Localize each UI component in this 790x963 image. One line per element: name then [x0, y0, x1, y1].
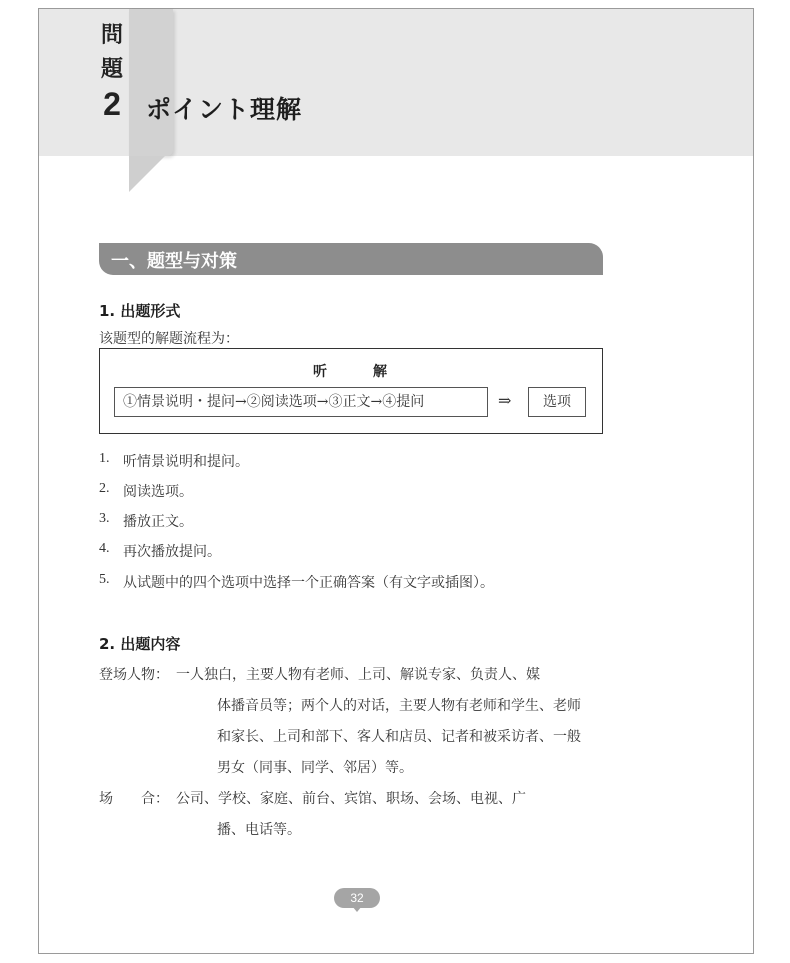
tab-fold-corner — [129, 156, 165, 192]
list-item-num: 1. — [99, 451, 110, 466]
part1-intro: 该题型的解题流程为： — [99, 331, 239, 347]
list-item-text: 再次播放提问。 — [123, 544, 221, 560]
list-item-text: 听情景说明和提问。 — [123, 454, 249, 470]
flow-arrow: ⇒ — [498, 391, 512, 410]
characters-line: 男女（同事、同学、邻居）等。 — [217, 760, 413, 776]
part2-heading: 2. 出题内容 — [99, 635, 181, 653]
places-line: 播、电话等。 — [217, 822, 301, 838]
list-item-num: 3. — [99, 511, 110, 526]
mondai-char-1: 問 — [100, 23, 123, 48]
list-item-text: 阅读选项。 — [123, 484, 193, 500]
flow-title-char-2: 解 — [373, 364, 389, 380]
flow-steps: ①情景说明・提问→②阅读选项→③正文→④提问 — [114, 387, 488, 417]
list-item-num: 5. — [99, 572, 110, 587]
page-number-badge: 32 — [334, 888, 380, 908]
characters-line: 和家长、上司和部下、客人和店员、记者和被采访者、一般 — [217, 729, 581, 745]
section-title-bar — [99, 243, 603, 275]
list-item-text: 播放正文。 — [123, 514, 193, 530]
places-line: 公司、学校、家庭、前台、宾馆、职场、会场、电视、广 — [176, 791, 526, 807]
mondai-number: 2 — [103, 86, 121, 122]
list-item-num: 2. — [99, 481, 110, 496]
flow-title — [100, 361, 602, 381]
characters-term: 登场人物： — [99, 667, 169, 683]
mondai-tab — [129, 9, 173, 156]
list-item-num: 4. — [99, 541, 110, 556]
page-number-badge-tail — [352, 906, 362, 912]
flow-title-char-1: 听 — [313, 364, 329, 380]
mondai-char-2: 題 — [100, 57, 123, 82]
part1-heading: 1. 出题形式 — [99, 302, 181, 320]
section-title: 一、题型与对策 — [111, 251, 237, 272]
characters-line: 一人独白，主要人物有老师、上司、解说专家、负责人、媒 — [176, 667, 540, 683]
places-term: 场 合： — [99, 791, 169, 807]
characters-line: 体播音员等；两个人的对话，主要人物有老师和学生、老师 — [217, 698, 581, 714]
flow-options: 选项 — [528, 387, 586, 417]
list-item-text: 从试题中的四个选项中选择一个正确答案（有文字或插图）。 — [123, 575, 494, 591]
flow-diagram — [99, 348, 603, 434]
page-title: ポイント理解 — [146, 95, 303, 124]
